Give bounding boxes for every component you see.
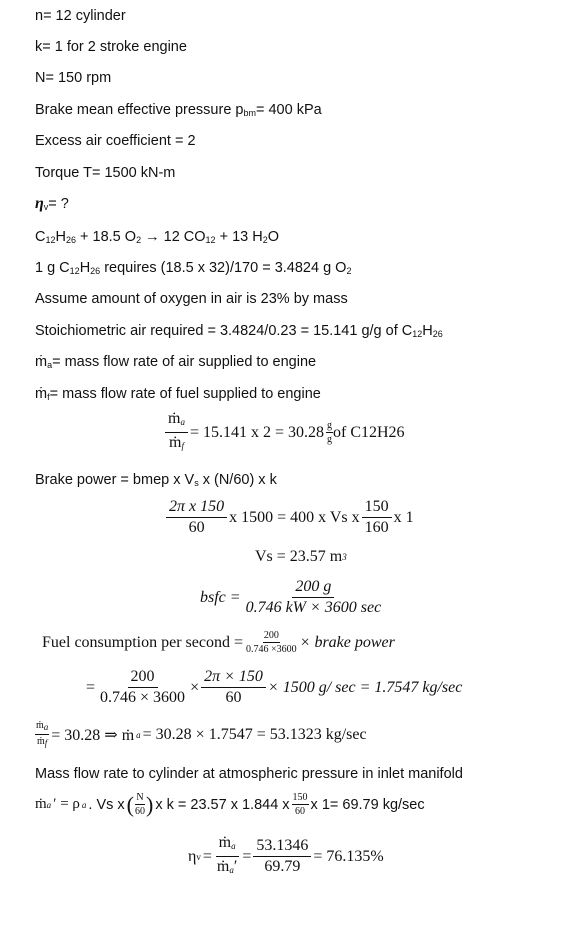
eq-volumetric-efficiency	[188, 834, 386, 879]
requires-h: H	[79, 260, 91, 276]
bmep-value: = 400 kPa	[256, 102, 322, 118]
reaction-line	[35, 228, 279, 249]
bsfc-num: 200 g	[292, 578, 334, 598]
reaction-h: H	[55, 229, 66, 245]
ratio-unit	[326, 420, 333, 445]
mf-definition	[35, 385, 321, 406]
reaction-c: C	[35, 229, 46, 245]
vs-text: Vs = 23.57 m	[255, 548, 343, 565]
requires-post: requires (18.5 x 32)/170 = 3.4824 g O	[100, 260, 347, 276]
power-fraction	[166, 498, 227, 537]
reaction-co: → 12 CO	[141, 229, 206, 245]
bmep-label: Brake mean effective pressure p	[35, 102, 244, 118]
reaction-c-sub: 12	[45, 235, 56, 245]
ma-rhs-2: = 30.28 × 1.7547 = 53.1323 kg/sec	[142, 725, 367, 743]
eta-symbol: η	[35, 195, 44, 212]
fuel2-eq: =	[86, 678, 96, 696]
requires-line	[35, 259, 351, 280]
map-par-den: 60	[135, 806, 145, 817]
eq-vs	[255, 548, 347, 566]
given-excess-air: Excess air coefficient = 2	[35, 133, 196, 149]
eta-fraction-2	[253, 837, 311, 876]
eta-den-1-sub: a	[229, 865, 234, 875]
ma-den-sub: f	[44, 738, 48, 748]
eq-bsfc	[198, 578, 384, 617]
stoich-h: H	[422, 323, 433, 339]
map-paren-close: )	[146, 791, 154, 817]
given-n: n= 12 cylinder	[35, 8, 126, 24]
fuel2-fraction-2	[201, 668, 266, 707]
map-fraction	[292, 792, 309, 817]
eq-air-fuel-ratio	[165, 410, 405, 455]
ratio-value: = 15.141 x 2 = 30.28	[189, 423, 324, 441]
bmep-sub: bm	[243, 108, 256, 118]
fuel-rhs: × brake power	[299, 633, 395, 651]
eta-lhs: η	[188, 847, 197, 865]
ratio-unit-num: g	[327, 420, 332, 431]
bsfc-den: 0.746 kW × 3600 sec	[245, 599, 382, 616]
fuel2-num-2: 2π × 150	[201, 668, 266, 688]
map-lhs-sub: a	[46, 799, 52, 810]
power-den-2: 160	[364, 519, 389, 536]
requires-pre: 1 g C	[35, 260, 70, 276]
bsfc-lhs: bsfc =	[200, 588, 241, 606]
eta-eq-2: =	[242, 847, 252, 865]
map-vs: . Vs x	[88, 796, 125, 813]
fuel2-rhs: × 1500 g/ sec = 1.7547 kg/sec	[267, 678, 463, 696]
ma-den: ṁ	[36, 736, 45, 747]
ma-num: ṁ	[36, 720, 44, 731]
assume-line: Assume amount of oxygen in air is 23% by mass	[35, 291, 348, 307]
ma-rhs-sub: a	[136, 729, 141, 740]
eta-den-1: ṁ	[216, 858, 230, 875]
stoich-pre: Stoichiometric air required = 3.4824/0.23 = 15.141 g/g of C	[35, 323, 413, 339]
eq-fuel-consumption	[40, 630, 397, 655]
reaction-h2-sub: 2	[262, 235, 268, 245]
brake-power-text: Brake power = bmep x V	[35, 472, 195, 488]
map-paren-fraction	[134, 792, 146, 817]
ratio-den-sub: f	[181, 441, 184, 451]
eta-num-2: 53.1346	[253, 837, 311, 857]
map-prime: ′ = ρ	[53, 796, 80, 812]
mass-flow-text: Mass flow rate to cylinder at atmospheric pressure in inlet manifold	[35, 766, 463, 782]
reaction-h2o: + 13 H	[215, 229, 263, 245]
fuel2-num-1: 200	[128, 668, 158, 688]
fuel-lhs: Fuel consumption per second =	[42, 633, 243, 651]
bsfc-fraction	[243, 578, 385, 617]
eta-fraction-1	[214, 834, 240, 879]
map-rho-sub: a	[81, 799, 87, 810]
stoich-c-sub: 12	[412, 329, 423, 339]
fuel-num: 200	[263, 630, 279, 641]
fuel-fraction	[245, 630, 298, 655]
mf-symbol: ṁ	[35, 386, 48, 402]
ma-symbol: ṁ	[35, 354, 48, 370]
reaction-h-sub: 26	[65, 235, 76, 245]
eta-num-1: ṁ	[218, 834, 232, 851]
ma-rhs: = 30.28 ⇒ ṁ	[51, 726, 135, 744]
given-bmep	[35, 101, 322, 122]
mf-text: = mass flow rate of fuel supplied to engine	[49, 386, 321, 402]
given-k: k= 1 for 2 stroke engine	[35, 39, 187, 55]
ma-sub: a	[47, 360, 53, 370]
ma-num-sub: a	[43, 722, 49, 732]
ma-fraction	[35, 720, 49, 749]
requires-h-sub: 26	[90, 266, 101, 276]
vs-sup: 3	[342, 552, 347, 562]
requires-o-sub: 2	[346, 266, 352, 276]
fuel2-fraction-1	[97, 668, 188, 707]
stoich-h-sub: 26	[432, 329, 443, 339]
eta-rhs: = 76.135%	[313, 847, 384, 865]
eq-ma-value	[35, 720, 369, 749]
eq-fuel-value	[84, 668, 464, 707]
eta-lhs-sub: v	[196, 851, 201, 862]
map-paren-open: (	[126, 791, 134, 817]
map-lhs: ṁ	[35, 796, 47, 812]
ma-text: = mass flow rate of air supplied to engine	[52, 354, 317, 370]
ratio-unit-den: g	[327, 434, 332, 445]
fuel2-times: ×	[190, 678, 200, 696]
requires-c-sub: 12	[69, 266, 80, 276]
eta-eq-1: =	[202, 847, 212, 865]
map-num: 150	[292, 792, 308, 803]
eta-unknown: = ?	[48, 196, 69, 212]
fuel2-den-1: 0.746 × 3600	[100, 689, 186, 706]
eta-sub: v	[43, 202, 49, 212]
ratio-num: ṁ	[168, 410, 181, 427]
map-end: x 1= 69.79 kg/sec	[310, 796, 425, 813]
brake-power-sub: s	[194, 478, 199, 488]
eta-num-1-sub: a	[231, 841, 236, 851]
reaction-o2: + 18.5 O	[76, 229, 137, 245]
fuel2-den-2: 60	[225, 689, 242, 706]
given-torque: Torque T= 1500 kN-m	[35, 165, 176, 181]
ratio-den: ṁ	[168, 434, 182, 451]
brake-power-line	[35, 471, 277, 492]
power-num-2: 150	[362, 498, 392, 518]
reaction-co-sub: 12	[205, 235, 216, 245]
ratio-fraction	[165, 410, 188, 455]
ratio-num-sub: a	[180, 417, 185, 427]
eq-ma-prime	[35, 792, 427, 817]
reaction-o-end: O	[267, 229, 280, 245]
given-N: N= 150 rpm	[35, 70, 112, 86]
power-end: x 1	[393, 508, 414, 526]
fuel-den: 0.746 ×3600	[246, 644, 297, 655]
mf-sub: f	[47, 392, 50, 402]
map-den: 60	[295, 806, 306, 817]
eta-den-1-prime: ′	[233, 858, 238, 875]
power-mid: x 1500 = 400 x Vs x	[229, 508, 360, 526]
eta-den-2: 69.79	[264, 858, 301, 875]
ma-definition	[35, 353, 316, 374]
brake-power-post: x (N/60) x k	[198, 472, 277, 488]
power-fraction-2	[362, 498, 392, 537]
given-eta	[35, 195, 69, 216]
power-num: 2π x 150	[166, 498, 227, 518]
map-mid: x k = 23.57 x 1.844 x	[155, 796, 290, 813]
reaction-o-sub: 2	[136, 235, 142, 245]
ratio-unit-post: of C12H26	[333, 423, 405, 441]
eq-power	[166, 498, 416, 537]
stoich-line	[35, 322, 443, 343]
map-par-num: N	[136, 792, 144, 803]
power-den: 60	[188, 519, 205, 536]
